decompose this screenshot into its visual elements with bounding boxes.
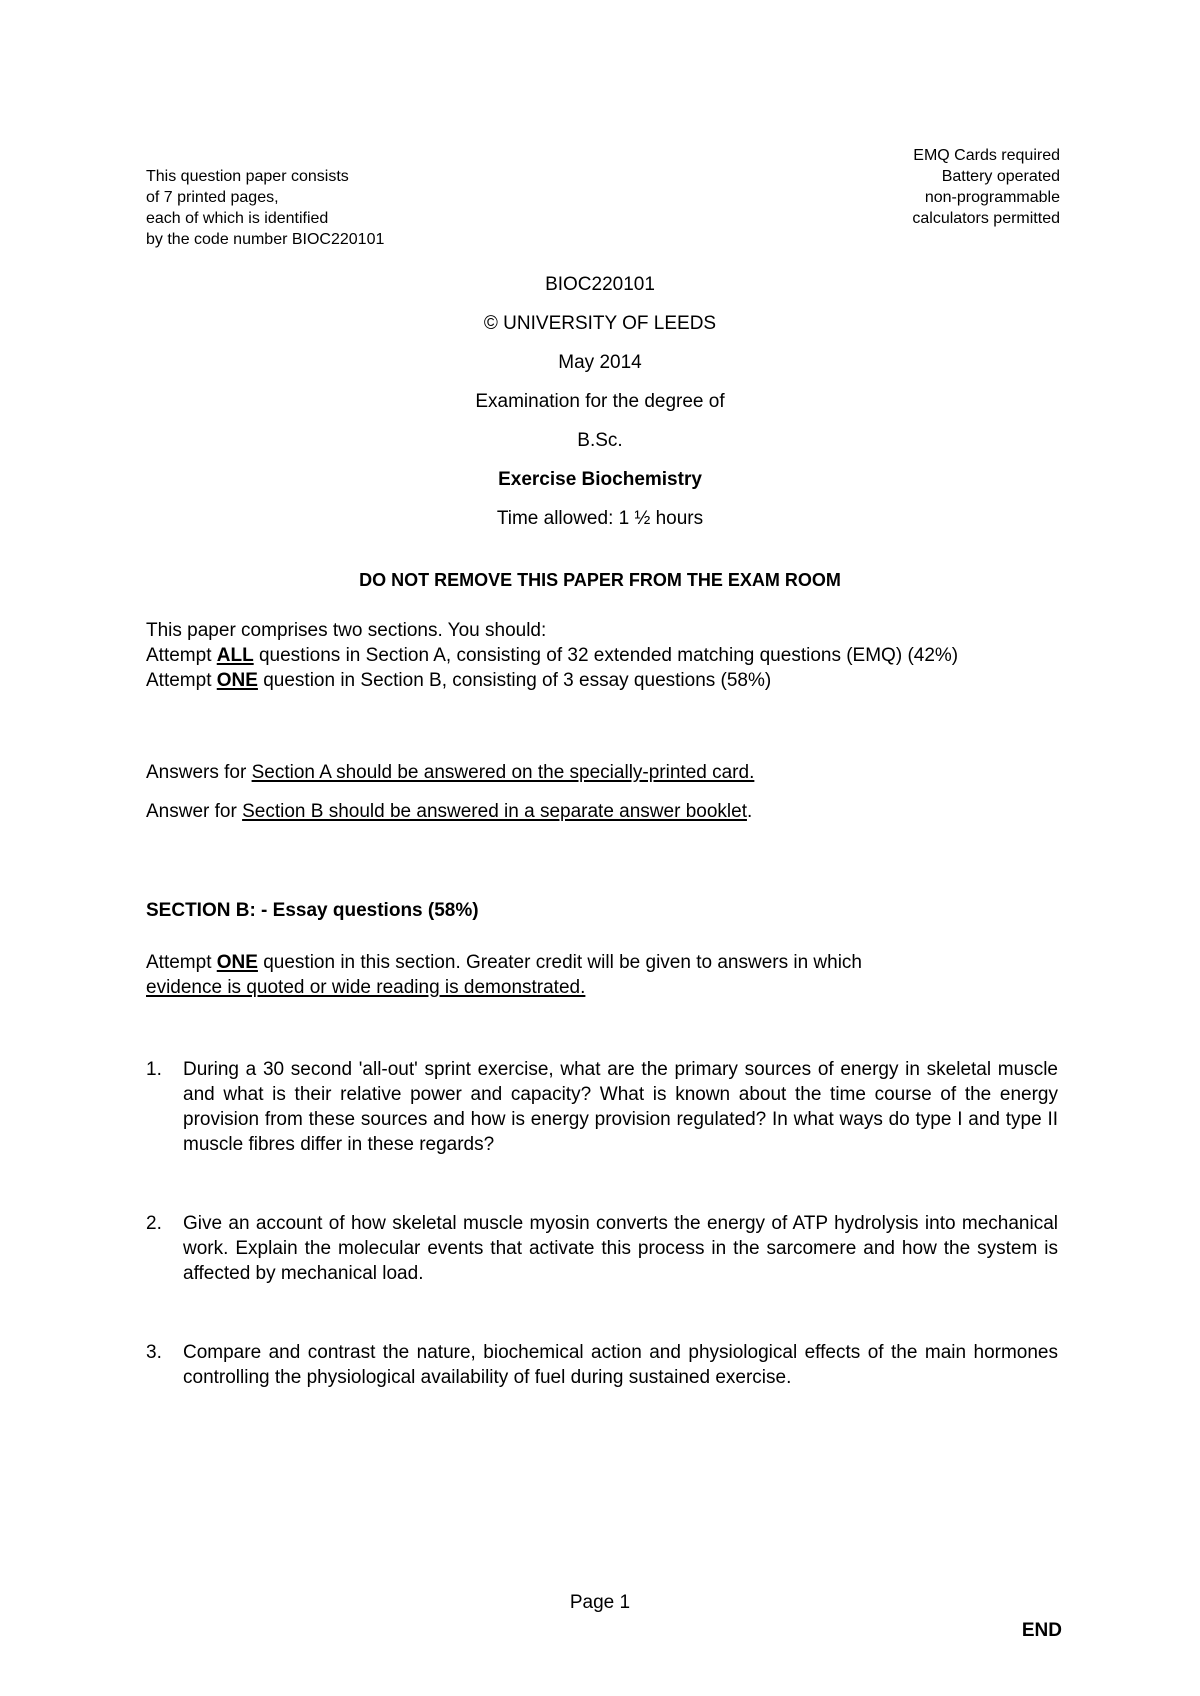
header-left-line: by the code number BIOC220101 [146,231,385,248]
page-number: Page 1 [569,1592,631,1613]
question-text: Give an account of how skeletal muscle myosin converts the energy of ATP hydrolysis into mechanical work. Explain the molecular events that activate this process in the sarcomere and how the system is affected by mechanical load. [183,1213,1058,1284]
header-left-line: of 7 printed pages, [146,189,279,206]
header-right-line: Battery operated [941,168,1060,185]
question-number: 1. [146,1059,162,1080]
subject-title: Exercise Biochemistry [498,469,702,490]
question-number: 2. [146,1213,162,1234]
degree-name: B.Sc. [577,430,623,451]
answer-instructions [146,760,1060,838]
end-marker: END [1021,1620,1062,1641]
header-right-line: calculators permitted [912,210,1060,227]
header-left-note [146,166,384,250]
section-b-title: SECTION B: - Essay questions (58%) [146,900,479,921]
section-b-instruction: Attempt ONE question in this section. Greater credit will be given to answers in which evidence is quoted or wide reading is demonstrated. [146,952,863,998]
emphasis-one: ONE [216,952,258,973]
header-right-line: EMQ Cards required [913,147,1060,164]
emphasis-all: ALL [216,645,254,666]
question-text: Compare and contrast the nature, biochemical action and physiological effects of the main hormones controlling the physiological availability of fuel during sustained exercise. [183,1342,1058,1388]
university-name: © UNIVERSITY OF LEEDS [483,313,717,334]
answer-instruction-b: Answer for Section B should be answered in a separate answer booklet. [146,801,753,822]
question-text: During a 30 second 'all-out' sprint exercise, what are the primary sources of energy in skeletal muscle and what is their relative power and capacity? What is known about the time course of the energy provision from these sources and how is energy provision regulated? In what ways do type I and type II muscle fibres differ in these regards? [183,1059,1058,1155]
instruction-section-b: Attempt ONE question in Section B, consisting of 3 essay questions (58%) [146,670,772,691]
header-right-line: non-programmable [924,189,1060,206]
header-left-line: each of which is identified [146,210,329,227]
paper-instructions [146,618,1060,693]
header-right-note [912,145,1060,229]
header-left-line: This question paper consists [146,168,349,185]
answer-instruction-a: Answers for Section A should be answered on the specially-printed card. [146,762,755,783]
time-allowed: Time allowed: 1 ½ hours [496,508,704,529]
exam-for-label: Examination for the degree of [475,391,725,412]
question-number: 3. [146,1342,162,1363]
instructions-intro: This paper comprises two sections. You should: [146,620,547,641]
instruction-section-a: Attempt ALL questions in Section A, consisting of 32 extended matching questions (EMQ) (42%) [146,645,959,666]
emphasis-one: ONE [216,670,258,691]
title-block [0,270,1200,543]
paper-code: BIOC220101 [545,274,655,295]
exam-room-warning: DO NOT REMOVE THIS PAPER FROM THE EXAM ROOM [359,570,841,590]
exam-date: May 2014 [558,352,642,373]
